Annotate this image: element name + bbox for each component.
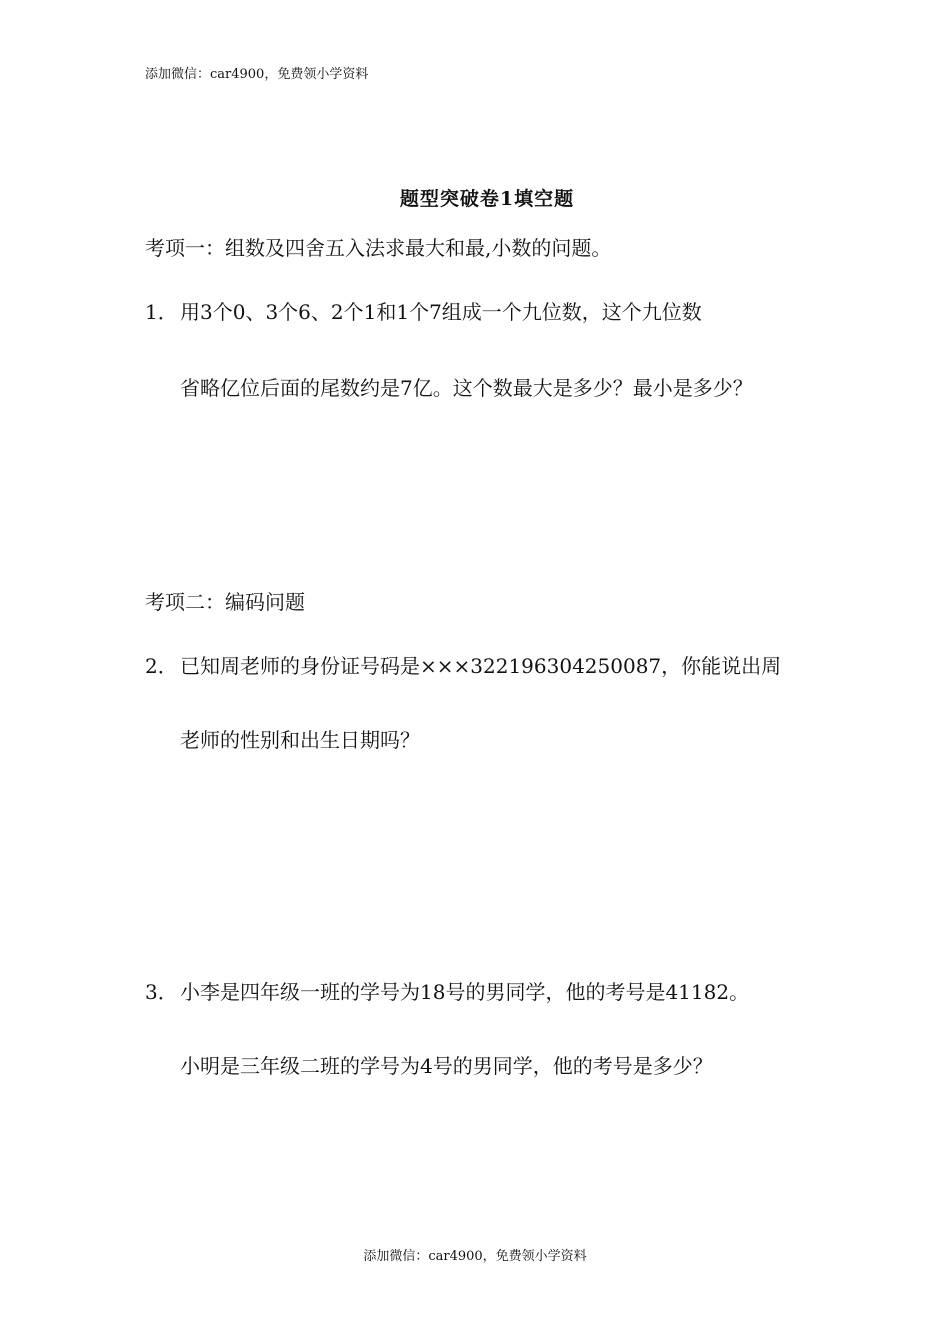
section-heading-1: 考项一：组数及四舍五入法求最大和最,小数的问题。 (145, 236, 612, 260)
footer-watermark: 添加微信：car4900，免费领小学资料 (363, 1249, 587, 1264)
question-2-line-2: 老师的性别和出生日期吗？ (180, 728, 420, 752)
page-title: 题型突破卷1填空题 (399, 188, 575, 210)
question-1-line-1 (145, 298, 702, 326)
question-3-line-2: 小明是三年级二班的学号为4号的男同学，他的考号是多少？ (180, 1054, 713, 1078)
question-2-text-1: 已知周老师的身份证号码是×××322196304250087，你能说出周 (180, 654, 782, 678)
question-3-number: 3． (145, 980, 178, 1004)
header-watermark: 添加微信：car4900，免费领小学资料 (145, 67, 369, 82)
section-heading-2: 考项二：编码问题 (145, 590, 305, 614)
question-2-line-1 (145, 652, 781, 680)
question-2-number: 2． (145, 654, 178, 678)
question-1-number: 1． (145, 300, 178, 324)
question-1-line-2: 省略亿位后面的尾数约是7亿。这个数最大是多少？最小是多少？ (180, 376, 753, 400)
question-1-text-1: 用3个0、3个6、2个1和1个7组成一个九位数，这个九位数 (180, 300, 702, 324)
question-3-line-1 (145, 978, 749, 1006)
question-3-text-1: 小李是四年级一班的学号为18号的男同学，他的考号是41182。 (180, 980, 750, 1004)
